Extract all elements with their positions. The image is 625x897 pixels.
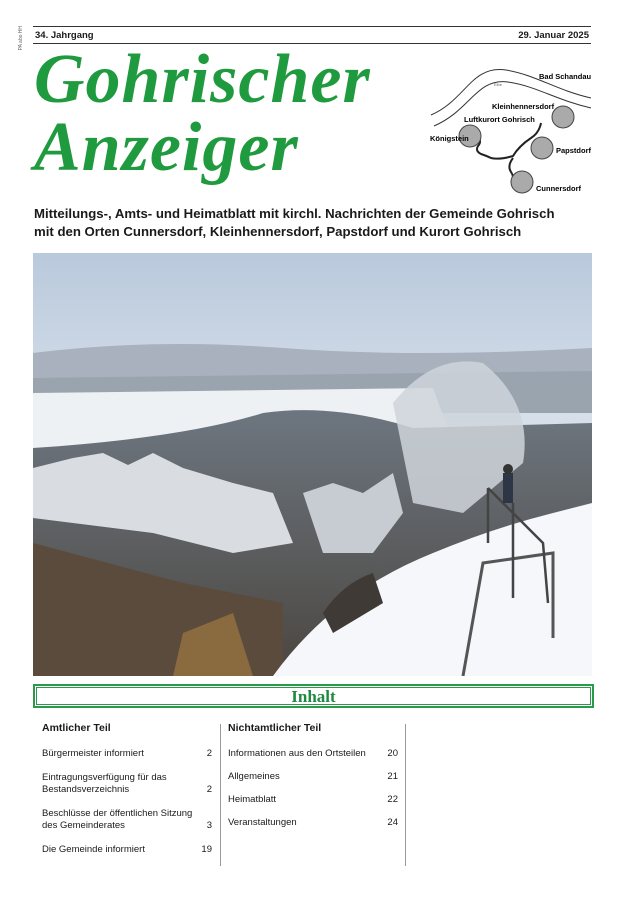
subtitle-line2: mit den Orten Cunnersdorf, Kleinhennersdorf, Papstdorf und Kurort Gohrisch [34, 224, 522, 239]
toc-entry[interactable] [228, 817, 398, 829]
map-label-papstdorf: Papstdorf [556, 146, 592, 155]
toc-entry-page: 19 [201, 844, 212, 855]
toc-entry[interactable] [42, 772, 212, 796]
toc-entry-label: Allgemeines [228, 771, 280, 782]
toc-entry-label: Beschlüsse der öffentlichen Sitzung des Gemeinderates [42, 808, 193, 831]
toc-entry[interactable] [228, 748, 398, 760]
masthead-line1: Gohrischer [34, 41, 371, 118]
toc-entry[interactable] [42, 844, 212, 856]
toc-entry-page: 21 [387, 771, 398, 782]
map-label-koenigstein: Königstein [430, 134, 469, 143]
toc-entry-page: 20 [387, 748, 398, 759]
masthead-title [34, 41, 371, 186]
toc-entry-page: 3 [206, 820, 212, 831]
toc-heading: Amtlicher Teil [42, 722, 111, 734]
map-label-bad-schandau: Bad Schandau [539, 72, 592, 81]
column-divider [405, 724, 406, 866]
column-divider [220, 724, 221, 866]
toc-entry-page: 24 [387, 817, 398, 828]
side-note: PA abo HH [18, 26, 24, 51]
volume: 34. Jahrgang [35, 29, 94, 41]
toc-entry-label: Die Gemeinde informiert [42, 844, 145, 855]
toc-entry-page: 2 [206, 784, 212, 795]
cover-photo-winter-landscape [33, 253, 592, 676]
toc-entry-page: 2 [206, 748, 212, 759]
toc-entry[interactable] [228, 794, 398, 806]
masthead-line2: Anzeiger [34, 109, 299, 186]
subtitle [34, 205, 594, 241]
map-label-cunnersdorf: Cunnersdorf [536, 184, 581, 193]
toc-heading: Nichtamtlicher Teil [228, 722, 322, 734]
toc-section-nichtamtlich [228, 722, 398, 841]
map-label-elbe: Elbe [494, 82, 503, 87]
toc-banner [33, 684, 594, 708]
toc-entry[interactable] [228, 771, 398, 783]
subtitle-line1: Mitteilungs-, Amts- und Heimatblatt mit kirchl. Nachrichten der Gemeinde Gohrisch [34, 206, 555, 221]
toc-entry-page: 22 [387, 794, 398, 805]
toc-entry-label: Bürgermeister informiert [42, 748, 144, 759]
map-label-kleinhennersdorf: Kleinhennersdorf [492, 102, 555, 111]
toc-entry[interactable] [42, 748, 212, 760]
municipality-map [426, 60, 596, 200]
issue-date: 29. Januar 2025 [518, 29, 589, 41]
toc-title: Inhalt [291, 687, 336, 706]
toc-entry-label: Veranstaltungen [228, 817, 297, 828]
toc-section-amtlich [42, 722, 212, 868]
toc-entry[interactable] [42, 808, 212, 832]
map-label-luftkurort: Luftkurort Gohrisch [464, 115, 535, 124]
toc-entry-label: Heimatblatt [228, 794, 277, 805]
toc-entry-label: Informationen aus den Ortsteilen [228, 748, 366, 759]
toc-entry-label: Eintragungsverfügung für das Bestandsverzeichnis [42, 772, 167, 795]
